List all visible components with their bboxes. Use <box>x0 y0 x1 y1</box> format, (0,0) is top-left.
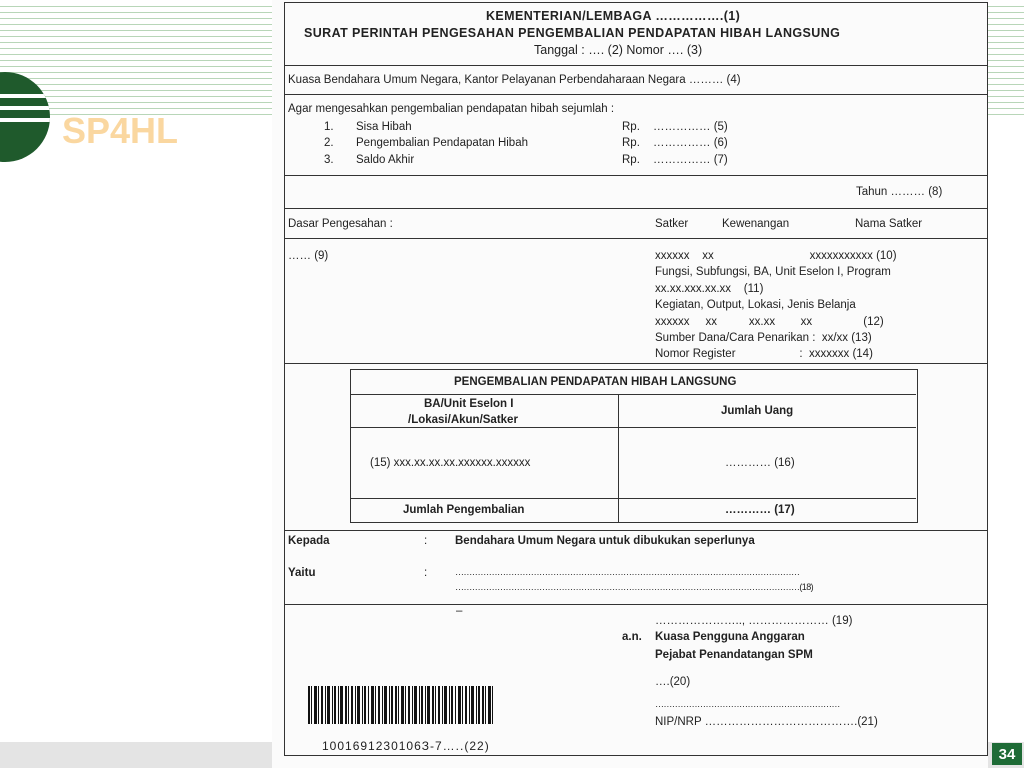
sign-role1: Kuasa Pengguna Anggaran <box>655 631 805 643</box>
divider <box>284 363 988 364</box>
sign-nip: NIP/NRP ………………………………….(21) <box>655 716 878 728</box>
item-label: Pengembalian Pendapatan Hibah <box>356 137 528 149</box>
table-title: PENGEMBALIAN PENDAPATAN HIBAH LANGSUNG <box>454 376 737 388</box>
document-image <box>272 0 988 768</box>
table-amount: ………… (16) <box>725 457 795 469</box>
sign-an: a.n. <box>622 631 642 643</box>
doc-tahun: Tahun ……… (8) <box>856 186 943 198</box>
dasar-line: Nomor Register : xxxxxxx (14) <box>655 348 873 360</box>
barcode-text: 1001691230106З-7…..(22) <box>322 739 490 753</box>
divider <box>284 530 988 531</box>
dasar-line: xx.xx.xxx.xx.xx (11) <box>655 283 764 295</box>
divider <box>284 94 988 95</box>
table-account: (15) xxx.xx.xx.xx.xxxxxx.xxxxxx <box>370 457 531 469</box>
sign-dots: ………………………………………………………… <box>655 699 840 709</box>
item-value: …………… (7) <box>653 154 728 166</box>
dasar-ref: …… (9) <box>288 250 329 262</box>
doc-date-number: Tanggal : …. (2) Nomor …. (3) <box>534 43 703 57</box>
yaitu-label: Yaitu <box>288 567 316 579</box>
col-nama-satker: Nama Satker <box>855 218 923 230</box>
divider <box>284 65 988 66</box>
footer-bar <box>0 742 272 768</box>
dasar-line: Sumber Dana/Cara Penarikan : xx/xx (13) <box>655 332 872 344</box>
col-kewenangan: Kewenangan <box>722 218 790 230</box>
table-col1-line2: /Lokasi/Akun/Satker <box>408 414 518 426</box>
yaitu-line: ……………………………………………………………………………………………………………(18) <box>455 582 814 592</box>
item-no: 1. <box>324 121 334 133</box>
item-rp: Rp. <box>622 154 640 166</box>
item-label: Sisa Hibah <box>356 121 412 133</box>
divider <box>284 175 988 176</box>
divider <box>284 238 988 239</box>
slide-title: SP4HL <box>62 110 179 151</box>
kepada-colon: : <box>424 535 428 547</box>
dasar-line: xxxxxx xx xxxxxxxxxxx (10) <box>655 250 897 262</box>
item-rp: Rp. <box>622 121 640 133</box>
item-value: …………… (6) <box>653 137 728 149</box>
pengembalian-table <box>350 369 918 523</box>
col-satker: Satker <box>655 218 689 230</box>
item-no: 3. <box>324 154 334 166</box>
divider <box>284 604 988 605</box>
doc-title: SURAT PERINTAH PENGESAHAN PENGEMBALIAN PENDAPATAN HIBAH LANGSUNG <box>304 26 841 40</box>
yaitu-colon: : <box>424 567 428 579</box>
doc-kuasa: Kuasa Bendahara Umum Negara, Kantor Pelayanan Perbendaharaan Negara ……… (4) <box>288 74 741 86</box>
table-line <box>351 498 916 499</box>
dasar-line: Kegiatan, Output, Lokasi, Jenis Belanja <box>655 299 856 311</box>
agar-intro: Agar mengesahkan pengembalian pendapatan hibah sejumlah : <box>288 103 615 115</box>
sign-role2: Pejabat Penandatangan SPM <box>655 649 813 661</box>
doc-dash: – <box>456 605 463 617</box>
sign-place-date: ………………….., ………………… (19) <box>655 615 853 627</box>
dasar-line: xxxxxx xx xx.xx xx (12) <box>655 316 884 328</box>
table-col2: Jumlah Uang <box>721 405 794 417</box>
table-line <box>618 394 619 522</box>
item-rp: Rp. <box>622 137 640 149</box>
table-total-value: ………… (17) <box>725 504 795 516</box>
item-no: 2. <box>324 137 334 149</box>
item-label: Saldo Akhir <box>356 154 415 166</box>
sign-slot: ….(20) <box>655 676 691 688</box>
doc-ministry: KEMENTERIAN/LEMBAGA …………….(1) <box>486 9 741 23</box>
kepada-value: Bendahara Umum Negara untuk dibukukan seperlunya <box>455 535 755 547</box>
table-line <box>351 394 916 395</box>
divider <box>284 208 988 209</box>
page-number: 34 <box>992 743 1022 765</box>
table-total-label: Jumlah Pengembalian <box>403 504 525 516</box>
table-line <box>351 427 916 428</box>
dasar-label: Dasar Pengesahan : <box>288 218 393 230</box>
yaitu-line: …………………………………………………………………………………………………………… <box>455 567 800 577</box>
kepada-label: Kepada <box>288 535 330 547</box>
dasar-line: Fungsi, Subfungsi, BA, Unit Eselon I, Program <box>655 266 891 278</box>
table-col1-line1: BA/Unit Eselon I <box>424 398 514 410</box>
header-stripes-right <box>988 0 1024 120</box>
item-value: …………… (5) <box>653 121 728 133</box>
barcode-icon <box>306 686 532 738</box>
